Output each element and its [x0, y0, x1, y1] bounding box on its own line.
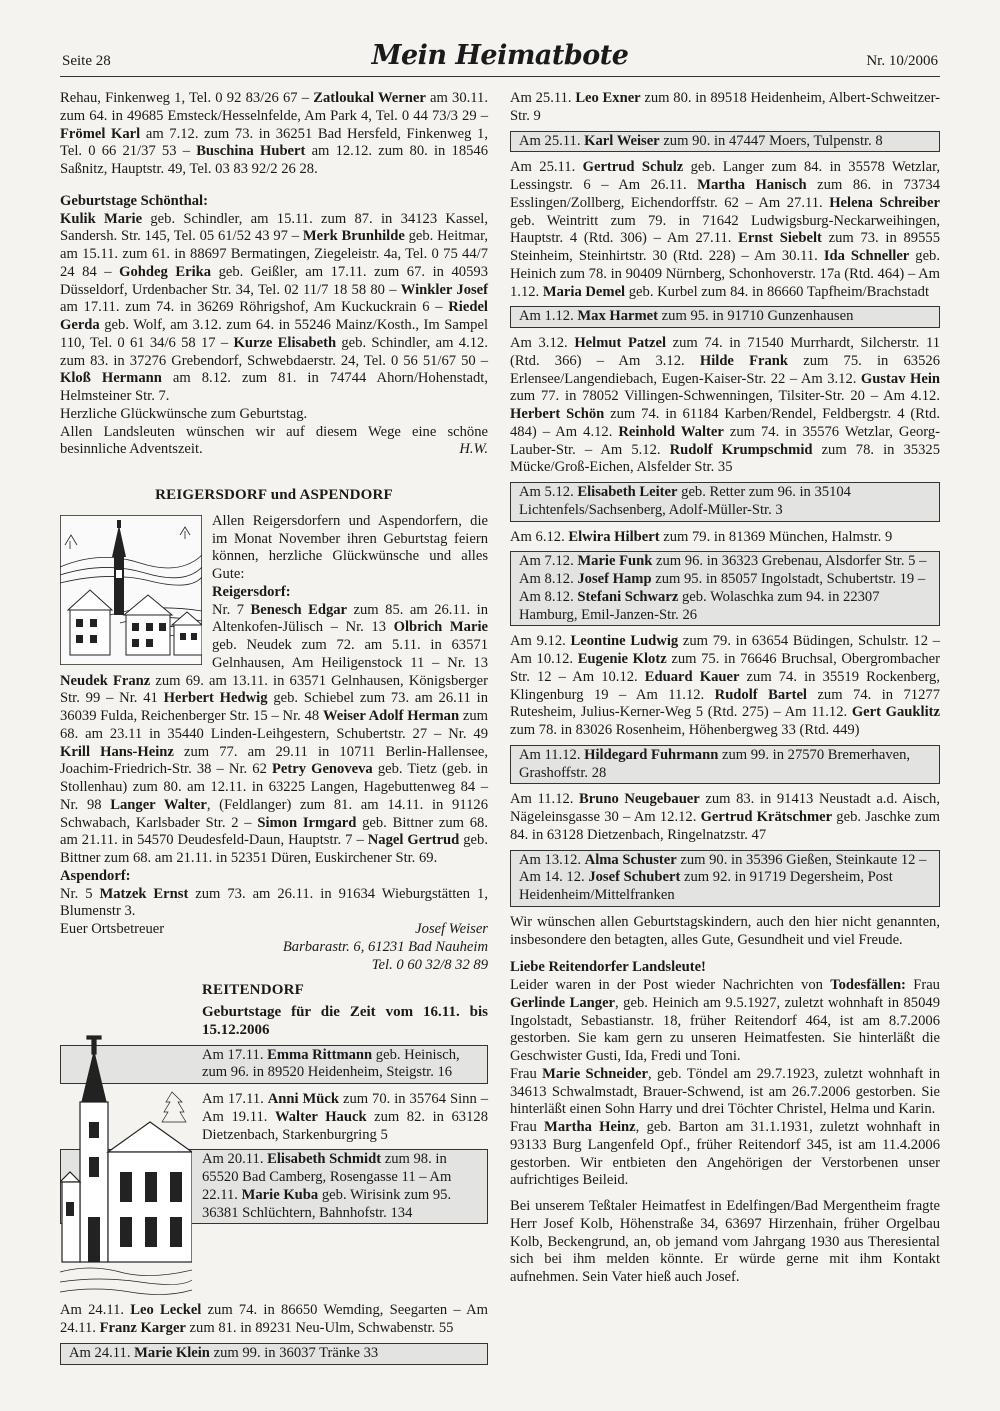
reitendorf-section [60, 982, 488, 1302]
page-number: Seite 28 [62, 53, 111, 69]
birthday-box: Am 5.12. Elisabeth Leiter geb. Retter zum 96. in 35104 Lichtenfels/Sachsenberg, Adolf-Müller-Str. 3 [510, 482, 940, 522]
church-illustration [60, 1032, 192, 1302]
reitendorf-box-1: Am 17.11. Emma Rittmann geb. Heinisch, zum 96. in 89520 Heidenheim, Steigstr. 16 [60, 1045, 488, 1085]
birthday-list [510, 90, 940, 907]
reitendorf-box-3: Am 24.11. Marie Klein zum 99. in 36037 Tränke 33 [60, 1343, 488, 1365]
greeting-advent: Allen Landsleuten wünschen wir auf diesem Wege eine schöne besinnliche Adventszeit. H.W. [60, 423, 488, 458]
reigersdorf-subheading: Reigersdorf: [212, 583, 291, 600]
reigersdorf-section [60, 513, 488, 868]
reigersdorf-heading: REIGERSDORF und ASPENDORF [155, 487, 393, 503]
reigersdorf-intro: Allen Reigersdorfern und Aspendorfern, die im Monat November ihren Geburtstag feiern können, herzliche Glückwünsche und alles Gute: [212, 512, 488, 582]
signature-address: Barbarastr. 6, 61231 Bad Nauheim [282, 938, 488, 955]
birthday-box: Am 1.12. Max Harmet zum 95. in 91710 Gunzenhausen [510, 306, 940, 328]
closing-paragraph: Bei unserem Teßtaler Heimatfest in Edelfingen/Bad Mergentheim fragte Herr Josef Kolb, Höhenstraße 34, 63697 Hirzenhain, früher Orgelbau Kolb, Beckengrund, an, ob jemand vom Jahrgang 1930 aus Theresiental sich bei ihm melden könnte. Er würde gerne mit ihm Kontakt aufnehmen. Sein Vater hieß auch Josef. [510, 1198, 940, 1285]
reigersdorf-paragraph: Nr. 7 Benesch Edgar zum 85. am 26.11. in Altenkofen-Jülisch – Nr. 13 Olbrich Marie geb. Neudek zum 72. am 5.11. in 63571 Gelnhausen, Am Heiligenstock 11 – Nr. 13 Neudek Franz zum 69. am 13.11. in 63571 Gelnhausen, Königsberger Str. 99 – Nr. 41 Herbert Hedwig geb. Schiebel zum 73. am 26.11 in 36039 Fulda, Reichenberger Str. 15 – Nr. 48 Weiser Adolf Herman zum 68. am 23.11 in 35440 Linden-Leihgestern, Schubertstr. 27 – Nr. 49 Krill Hans-Heinz zum 77. am 29.11 in 10711 Berlin-Hallensee, Joachim-Friedrich-Str. 38 – Nr. 62 Petry Genoveva geb. Tietz (geb. in Stollenhau) zum 80. am 12.11. in 63225 Langen, Hagebuttenweg 84 – Nr. 98 Langer Walter, (Feldlanger) zum 81. am 14.11. in 91126 Schwabach, Karlsbader Str. 2 – Simon Irmgard geb. Bittner zum 68. am 21.11. in 54570 Deudesfeld-Daun, Hauptstr. 7 – Nagel Gertrud geb. Bittner zum 68. am 21.11. in 52351 Düren, Euskirchener Str. 69. [60, 601, 489, 866]
birthday-paragraph: Am 9.12. Leontine Ludwig zum 79. in 63654 Büdingen, Schulstr. 12 – Am 10.12. Eugenie Klotz zum 75. in 76646 Bruchsal, Obergrombacher Str. 12 – Am 10.12. Eduard Kauer zum 74. in 35519 Rockenberg, Klingenburg 19 – Am 11.12. Rudolf Bartel zum 74. in 71277 Rutesheim, Julius-Kerner-Weg 5 (Rtd. 275) – Am 11.12. Gert Gauklitz zum 78. in 83026 Rosenheim, Höhenbergweg 33 (Rtd. 449) [510, 633, 941, 738]
greeting-line: Herzliche Glückwünsche zum Geburtstag. [60, 405, 308, 422]
reitendorf-subheading: Geburtstage für die Zeit vom 16.11. bis 15.12.2006 [202, 1004, 488, 1038]
birthday-paragraph: Am 3.12. Helmut Patzel zum 74. in 71540 Murrhardt, Silcherstr. 11 (Rtd. 366) – Am 3.12. Hilde Frank zum 75. in 63526 Erlensee/Langendiebach, Eugen-Kaiser-Str. 22 – Am 3.12. Gustav Hein zum 77. in 78052 Villingen-Schwenningen, Tilsiter-Str. 20 – Am 4.12. Herbert Schön zum 74. in 61184 Karben/Rendel, Feldbergstr. 4 (Rtd. 484) – Am 4.12. Reinhold Walter zum 74. in 35576 Wetzlar, Georg-Lauber-Str. – Am 5.12. Rudolf Krumpschmid zum 78. in 35325 Mücke/Groß-Eichen, Alsfelder Str. 35 [510, 335, 941, 476]
birthday-paragraph: Am 11.12. Bruno Neugebauer zum 83. in 91413 Neustadt a.d. Aisch, Nägeleinsgasse 30 – Am 12.12. Gertrud Krätschmer geb. Jaschke zum 84. in 63128 Dietzenbach, Ringelnatzstr. 47 [510, 791, 940, 843]
schoenthal-heading: Geburtstage Schönthal: [60, 192, 208, 209]
schoenthal-paragraph: Kulik Marie geb. Schindler, am 15.11. zum 87. in 34123 Kassel, Sandersh. Str. 145, Tel. 05 61/52 43 97 – Merk Brunhilde geb. Heitmar, am 15.11. zum 61. in 88697 Bermatingen, Ziegeleistr. 4a, Tel. 0 75 44/7 24 84 – Gohdeg Erika geb. Geißler, am 17.11. zum 67. in 40593 Düsseldorf, Urdenbacher Str. 34, Tel. 02 11/7 18 58 80 – Winkler Josef am 17.11. zum 74. in 36269 Röhrigshof, Am Kuckuckrain 6 – Riedel Gerda geb. Wolf, am 3.12. zum 64. in 55246 Mainz/Kosth., Im Sampel 110, Tel. 0 61 34/6 58 17 – Kurze Elisabeth geb. Schindler, am 4.12. zum 83. in 37276 Grebendorf, Schwebdaerstr. 24, Tel. 0 56 51/67 50 – Kloß Hermann am 8.12. zum 81. in 74744 Ahorn/Hohenstadt, Helmsteiner Str. 7. [60, 210, 489, 404]
aspendorf-paragraph: Nr. 5 Matzek Ernst zum 73. am 26.11. in 91634 Wieburgstätten 1, Blumenstr 3. [60, 885, 488, 920]
landsleute-heading: Liebe Reitendorfer Landsleute! [510, 959, 706, 976]
masthead-title: Mein Heimatbote [371, 40, 629, 71]
wish-paragraph: Wir wünschen allen Geburtstagskindern, auch den hier nicht genannten, insbesondere den betagten, alles Gute, Gesundheit und viel Freude. [510, 913, 940, 948]
birthday-box: Am 7.12. Marie Funk zum 96. in 36323 Grebenau, Alsdorfer Str. 5 – Am 8.12. Josef Hamp zum 95. in 85057 Ingolstadt, Schubertstr. 19 – Am 8.12. Stefani Schwarz geb. Wolaschka zum 94. in 22307 Hamburg, Emil-Janzen-Str. 26 [510, 551, 940, 626]
death-notice-1: Leider waren in der Post wieder Nachrichten von Todesfällen: Frau Gerlinde Langer, geb. Heinich am 9.5.1927, zuletzt wohnhaft in 85049 Ingolstadt, Sebastianstr. 18, früher Reitendorf 464, ist am 8.7.2006 gestorben. Sie kam gern zu unseren Heimatfesten. Sie hinterläßt die Geschwister Gusti, Ida, Fredi und Toni. [510, 977, 940, 1064]
birthday-box: Am 13.12. Alma Schuster zum 90. in 35396 Gießen, Steinkaute 12 – Am 14. 12. Josef Schubert zum 92. in 91719 Degersheim, Post Heidenheim/Mittelfranken [510, 850, 940, 907]
aspendorf-subheading: Aspendorf: [60, 867, 131, 884]
death-notice-3: Frau Martha Heinz, geb. Barton am 31.1.1931, zuletzt wohnhaft in 93133 Burg Langenfeld Opf., früher Reitendorf 345, ist am 11.4.2006 gestorben. Wir entbieten den Angehörigen der Verstorbenen unser aufrichtiges Beileid. [510, 1119, 940, 1189]
death-notice-2: Frau Marie Schneider, geb. Töndel am 29.7.1923, zuletzt wohnhaft in 34613 Schwalmstadt, Brauer-Schwend, ist am 26.7.2006 gestorben. Sie hinterläßt einen Sohn Harry und drei Töchter Christel, Helma und Karin. [510, 1065, 940, 1118]
greeting-signature: H.W. [459, 441, 488, 458]
birthday-paragraph: Am 25.11. Gertrud Schulz geb. Langer zum 84. in 35578 Wetzlar, Lessingstr. 6 – Am 26.11. Martha Hanisch zum 86. in 73734 Esslingen/Zollberg, Eichendorffstr. 62 – Am 27.11. Helena Schreiber geb. Weintritt zum 79. in 71642 Ludwigsburg-Neckarweihingen, Hauptstr. 4 (Rtd. 306) – Am 27.11. Ernst Siebelt zum 73. in 89555 Steinheim, Steinhirtstr. 30 (Rtd. 228) – Am 30.11. Ida Schneller geb. Heinich zum 78. in 90409 Nürnberg, Schonhoverstr. 17a (Rtd. 464) – Am 1.12. Maria Demel geb. Kurbel zum 84. in 86660 Tapfheim/Brachstadt [510, 159, 941, 300]
village-church-illustration [60, 515, 202, 665]
reitendorf-box-2: Am 20.11. Elisabeth Schmidt zum 98. in 65520 Bad Camberg, Rosengasse 11 – Am 22.11. Marie Kuba geb. Wirisink zum 95. 36381 Schlüchtern, Bahnhofstr. 134 [60, 1149, 488, 1224]
issue-number: Nr. 10/2006 [866, 53, 938, 69]
right-column [510, 90, 940, 1287]
left-column [60, 90, 488, 1372]
birthday-box: Am 11.12. Hildegard Fuhrmann zum 99. in 27570 Bremerhaven, Grashoffstr. 28 [510, 745, 940, 785]
reitendorf-paragraph-2: Am 24.11. Leo Leckel zum 74. in 86650 Wemding, Seegarten – Am 24.11. Franz Karger zum 81. in 89231 Neu-Ulm, Schwabenstr. 55 [60, 1302, 488, 1336]
page-header [60, 40, 940, 77]
birthday-paragraph: Am 6.12. Elwira Hilbert zum 79. in 81369 München, Halmstr. 9 [510, 528, 893, 545]
signature-phone: Tel. 0 60 32/8 32 89 [371, 956, 488, 973]
birthday-paragraph: Am 25.11. Leo Exner zum 80. in 89518 Heidenheim, Albert-Schweitzer-Str. 9 [510, 90, 940, 124]
reitendorf-paragraph-1: Am 17.11. Anni Mück zum 70. in 35764 Sinn – Am 19.11. Walter Hauck zum 82. in 63128 Dietzenbach, Starkenburgring 5 [202, 1091, 488, 1143]
signature-name: Josef Weiser [415, 921, 488, 937]
ortsbetreuer-line: Euer Ortsbetreuer Josef Weiser [60, 921, 488, 937]
birthday-box: Am 25.11. Karl Weiser zum 90. in 47447 Moers, Tulpenstr. 8 [510, 131, 940, 153]
intro-paragraph: Rehau, Finkenweg 1, Tel. 0 92 83/26 67 – Zatloukal Werner am 30.11. zum 64. in 49685 Emsteck/Hesselnfelde, Am Park 4, Tel. 0 44 73/3 29 – Frömel Karl am 7.12. zum 73. in 36251 Bad Hersfeld, Finkenweg 1, Tel. 0 66 21/37 53 – Buschina Hubert am 12.12. zum 80. in 18546 Saßnitz, Hauptstr. 49, Tel. 03 83 92/2 26 28. [60, 90, 489, 177]
reitendorf-heading: REITENDORF [202, 982, 305, 999]
